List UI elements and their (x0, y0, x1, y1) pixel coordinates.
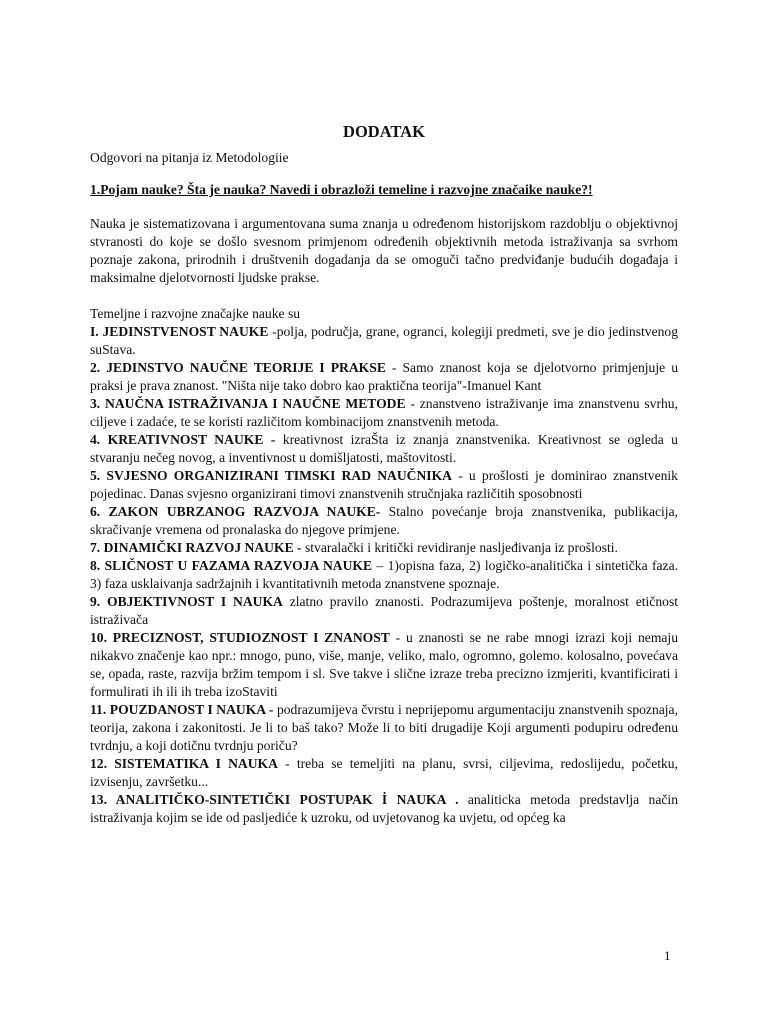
list-item-text: stvaralački i kritički revidiranje nasljeđivanja iz prošlosti. (301, 540, 618, 555)
list-item (90, 791, 678, 827)
list-item (90, 431, 678, 467)
feature-list (90, 323, 678, 827)
list-item (90, 539, 678, 557)
list-item-heading: 9. OBJEKTIVNOST I NAUKA (90, 594, 283, 609)
list-item (90, 557, 678, 593)
document-subtitle: Odgovori na pitanja iz Metodologiie (90, 150, 289, 165)
list-item-text: podrazumijeva čvrstu i neprijepomu argumentaciju znanstvenih spoznaja, teorija, zakona i zakonitosti. Je li to baš tako? Može li to biti drugadije Koji argumenti podupiru određenu tvrdnju, a koji dotičnu tvrdnju poriču? (90, 702, 678, 753)
list-item-text: analiticka metoda predstavlja način istraživanja kojim se ide od pasljediće k uzroku, od uvjetovanog ka uvjetu, od općeg ka (90, 792, 678, 825)
list-item (90, 323, 678, 359)
list-item (90, 359, 678, 395)
list-item-heading: 8. SLIČNOST U FAZAMA RAZVOJA NAUKE (90, 558, 373, 573)
list-item-text: - treba se temeljiti na planu, svrsi, ciljevima, redoslijedu, početku, izvisenju, završetku... (90, 756, 678, 789)
list-item-text: Stalno povećanje broja znanstvenika, publikacija, skračivanje vremena od pronalaska do njegove primjene. (90, 504, 678, 537)
list-item (90, 395, 678, 431)
list-item-heading: 6. ZAKON UBRZANOG RAZVOJA NAUKE- (90, 504, 381, 519)
list-item (90, 467, 678, 503)
list-item (90, 593, 678, 629)
list-item-heading: 12. SISTEMATIKA I NAUKA (90, 756, 278, 771)
list-item-text: - u prošlosti je dominirao znanstvenik pojedinac. Danas svjesno organizirani timovi znanstvenih stručnjaka različitih sposobnosti (90, 468, 678, 501)
list-item-heading: 10. PRECIZNOST, STUDIOZNOST I ZNANOST (90, 630, 390, 645)
list-item (90, 755, 678, 791)
list-item (90, 701, 678, 755)
list-item-heading: 2. JEDINSTVO NAUČNE TEORIJE I PRAKSE (90, 360, 386, 375)
question-heading: 1.Pojam nauke? Šta je nauka? Navedi i obrazloži temeline i razvojne značaike nauke?! (90, 182, 593, 197)
list-item-text: - u znanosti se ne rabe mnogi izrazi koji nemaju nikakvo značenje kao npr.: mnogo, puno, više, manje, veliko, malo, ogromno, golemo. kolosalno, povećava se, opada, raste, razvija bržim tempom i sl. Sve takve i slične izraze treba precizno izmjeriti, kvantificirati i formulirati ih ili ih treba izoStaviti (90, 630, 678, 699)
list-item-heading: 4. KREATIVNOST NAUKE - (90, 432, 276, 447)
list-item-heading: 3. NAUČNA ISTRAŽIVANJA I NAUČNE METODE (90, 396, 406, 411)
list-item-text: -polja, područja, grane, ogranci, kolegiji predmeti, sve je dio jedinstvenog suStava. (90, 324, 678, 357)
document-title: DODATAK (343, 122, 425, 141)
list-item (90, 503, 678, 539)
list-item-heading: 7. DINAMIČKI RAZVOJ NAUKE - (90, 540, 302, 555)
list-item-text: - Samo znanost koja se djelotvorno primjenjuje u praksi je prava znanost. "Ništa nije tako dobro kao praktična teorija"-Imanuel Kant (90, 360, 678, 393)
list-item-heading: 11. POUZDANOST I NAUKA - (90, 702, 274, 717)
list-item-text: - znanstveno istraživanje ima znanstvenu svrhu, ciljeve i zadaće, te se koristi različitom kombinacijom znanstvenih metoda. (90, 396, 678, 429)
list-item-heading: I. JEDINSTVENOST NAUKE (90, 324, 269, 339)
list-item-heading: 13. ANALITIČKO-SINTETIČKI POSTUPAK İ NAUKA . (90, 792, 459, 807)
list-intro: Temeljne i razvojne značajke nauke su (90, 306, 301, 321)
list-item (90, 629, 678, 701)
list-item-text: zlatno pravilo znanosti. Podrazumijeva poštenje, moralnost etičnost istraživača (90, 594, 679, 627)
paragraph-spacer (90, 287, 678, 305)
list-item-text: kreativnost izraŠta iz znanja znanstvenika. Kreativnost se ogleda u stvaranju nečeg novog, a inventivnost u domišljatosti, maštovitosti. (90, 432, 678, 465)
list-item-text: – 1)opisna faza, 2) logičko-analitička i sintetička faza. 3) faza usklaivanja sadržajnih i kvantitativnih metoda znanstvene spoznaje. (90, 558, 678, 591)
intro-paragraph: Nauka je sistematizovana i argumentovana suma znanja u određenom historijskom razdoblju o objektivnoj stvranosti do koje se došlo svesnom primjenom određenih objektivnih metoda istraživanja sa svrhom poznaje zakona, prirodnih i društvenih dogadanja da se omoguči tačno predviđanje budućih događaja i maksimalne djelotvornosti ljudske prakse. (90, 216, 678, 285)
document-page (90, 122, 678, 827)
page-number: 1 (664, 948, 671, 963)
list-item-heading: 5. SVJESNO ORGANIZIRANI TIMSKI RAD NAUČNIKA (90, 468, 452, 483)
